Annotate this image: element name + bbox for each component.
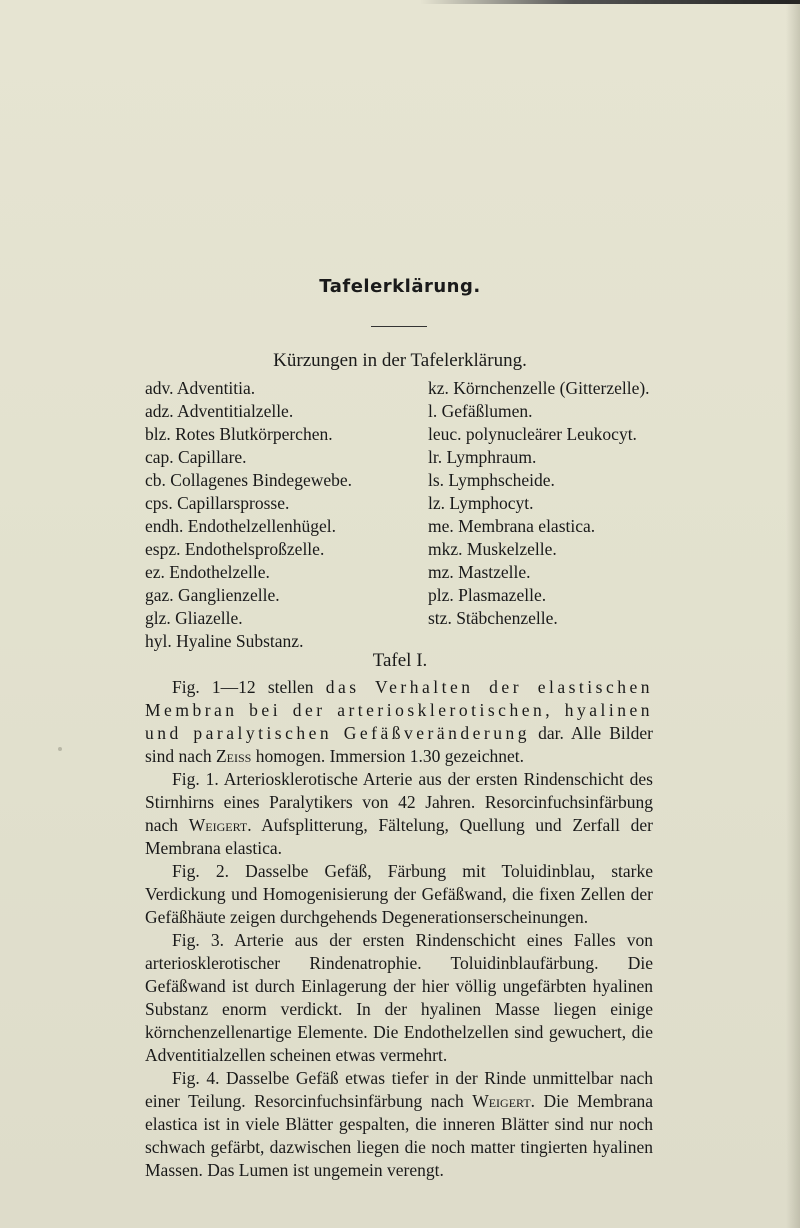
abbreviation-item: kz. Körnchenzelle (Gitterzelle). <box>428 378 650 398</box>
abbreviations-list-left <box>145 377 352 653</box>
fig-1-paragraph <box>145 768 653 860</box>
abbreviation-item: ez. Endothelzelle. <box>145 562 270 582</box>
abbreviation-item: plz. Plasmazelle. <box>428 585 547 605</box>
page-title: Tafelerklärung. <box>319 276 481 297</box>
abbreviation-item: cb. Collagenes Bindegewebe. <box>145 470 353 490</box>
paper-speck <box>58 747 62 751</box>
abbreviation-item: gaz. Ganglienzelle. <box>145 585 280 605</box>
abbreviation-item: l. Gefäßlumen. <box>428 401 533 421</box>
intro-paragraph <box>145 676 653 768</box>
title-divider <box>371 326 427 327</box>
fig-1-text-2: . Aufsplitterung, Fältelung, Quellung und Zerfall der Membrana elastica. <box>145 815 653 858</box>
fig-3-paragraph: Fig. 3. Arterie aus der ersten Rindenschicht eines Falles von arteriosklerotischer Rindenatrophie. Toluidinblaufärbung. Die Gefäßwand ist durch Einlagerung der hier völlig ungefärbten hyalinen Substanz enorm verdickt. In der hyalinen Masse liegen einige körnchenzellenartige Elemente. Die Endothelzellen sind gewuchert, die Adventitialzellen scheinen etwas vermehrt. <box>145 930 653 1065</box>
abbreviation-item: leuc. polynucleärer Leukocyt. <box>428 424 637 444</box>
abbreviation-item: me. Membrana elastica. <box>428 516 596 536</box>
page-edge-shadow <box>786 0 800 1228</box>
author-name: Zeiss <box>215 746 252 766</box>
intro-text-2: dar. Alle Bilder sind nach <box>145 723 653 766</box>
fig-2-paragraph: Fig. 2. Dasselbe Gefäß, Färbung mit Toluidinblau, starke Verdickung und Homogenisierung der Gefäßwand, die fixen Zellen der Gefäßhäute zeigen durchgehends Degenerationserscheinungen. <box>145 861 653 927</box>
fig-4-text: Fig. 4. Dasselbe Gefäß etwas tiefer in der Rinde unmittelbar nach einer Teilung. Resorcinfuchsinfärbung nach <box>145 1068 653 1111</box>
author-name: Weigert <box>188 815 248 835</box>
abbreviation-item: cps. Capillarsprosse. <box>145 493 290 513</box>
abbreviations-heading: Kürzungen in der Tafelerklärung. <box>273 350 527 371</box>
abbreviation-item: lr. Lymphraum. <box>428 447 537 467</box>
plate-description <box>145 676 653 1182</box>
abbreviation-item: blz. Rotes Blutkörperchen. <box>145 424 333 444</box>
abbreviation-item: lz. Lymphocyt. <box>428 493 534 513</box>
abbreviation-item: stz. Stäbchenzelle. <box>428 608 558 628</box>
abbreviation-item: hyl. Hyaline Substanz. <box>145 631 304 651</box>
fig-1-text: Fig. 1. Arteriosklerotische Arterie aus der ersten Rindenschicht des Stirnhirns eines Paralytikers von 42 Jahren. Resorcinfuchsinfärbung nach <box>145 769 653 835</box>
abbreviation-item: glz. Gliazelle. <box>145 608 243 628</box>
abbreviations-list-right <box>428 377 650 630</box>
abbreviation-item: mkz. Muskelzelle. <box>428 539 557 559</box>
plate-heading: Tafel I. <box>372 650 428 671</box>
abbreviation-item: adv. Adventitia. <box>145 378 256 398</box>
abbreviation-item: espz. Endothelsproßzelle. <box>145 539 325 559</box>
fig-4-paragraph <box>145 1067 653 1182</box>
abbreviation-item: cap. Capillare. <box>145 447 247 467</box>
abbreviation-item: endh. Endothelzellenhügel. <box>145 516 336 536</box>
abbreviation-item: mz. Mastzelle. <box>428 562 531 582</box>
author-name: Weigert <box>472 1091 531 1111</box>
abbreviation-item: ls. Lymphscheide. <box>428 470 555 490</box>
page-top-edge <box>420 0 800 4</box>
fig-4-text-2: . Die Membrana elastica ist in viele Blätter gespalten, die inneren Blätter sind nur noch schwach gefärbt, dazwischen liegen die noch matter tingierten hyalinen Massen. Das Lumen ist ungemein verengt. <box>145 1091 653 1180</box>
intro-text: Fig. 1—12 stellen <box>172 677 326 697</box>
intro-text-3: homogen. Immersion 1.30 gezeichnet. <box>251 746 524 766</box>
abbreviation-item: adz. Adventitialzelle. <box>145 401 294 421</box>
intro-spaced-text: das Verhalten der elastischen Membran bei der arteriosklerotischen, hyalinen und paralytischen Gefäßveränderung <box>145 677 653 743</box>
